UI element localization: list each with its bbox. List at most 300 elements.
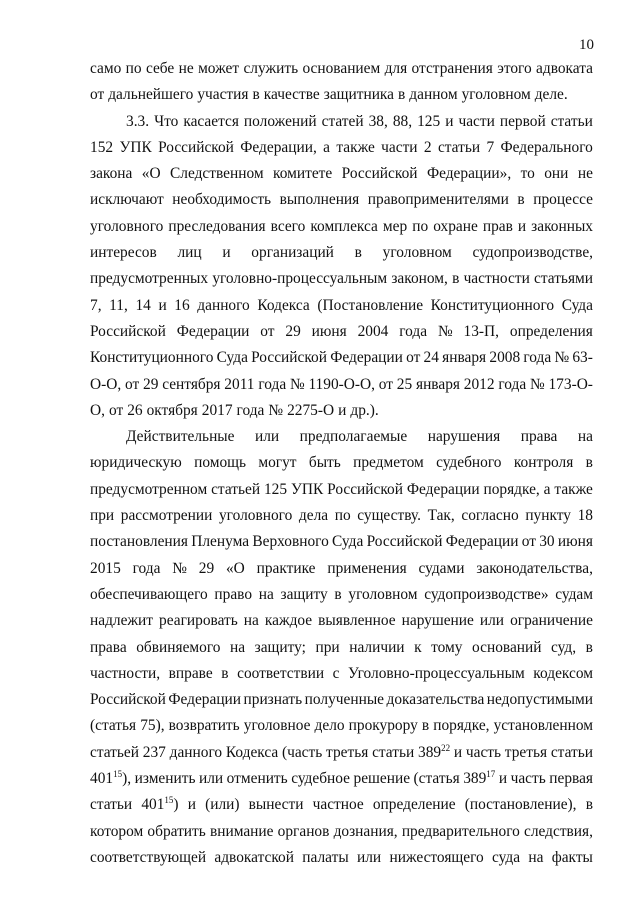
word: 2008 <box>489 349 521 367</box>
word: статьей <box>90 743 139 761</box>
word: 125 <box>417 112 441 130</box>
word: постановления <box>90 533 188 551</box>
word: защиту; <box>254 638 306 656</box>
word: установленном <box>493 717 593 735</box>
word: часть <box>510 770 546 788</box>
word: сентября <box>162 375 221 393</box>
word: 173-О- <box>548 375 593 393</box>
word: $401^{15}$), <box>90 769 132 788</box>
word: в <box>517 191 525 209</box>
word: уголовного <box>218 507 293 525</box>
word: признать <box>243 691 303 709</box>
word: 7, <box>90 296 102 314</box>
word: в <box>585 454 593 472</box>
text-line <box>90 214 593 240</box>
word: в <box>398 86 406 104</box>
word: суд, <box>551 638 577 656</box>
word: защитника <box>323 86 395 104</box>
text-line <box>90 372 593 398</box>
word: по <box>125 60 142 77</box>
word: комплекса <box>310 217 378 235</box>
word: Так, <box>427 507 455 525</box>
word: процессе <box>533 191 593 209</box>
word: основанием <box>302 60 381 77</box>
word: 29 <box>143 375 159 393</box>
word: части <box>381 138 418 156</box>
text-line <box>90 345 593 371</box>
word: с <box>332 664 340 682</box>
document-body <box>90 56 593 871</box>
word: в <box>334 585 342 603</box>
word: Российской <box>366 533 443 551</box>
word: не <box>178 60 194 77</box>
word: 2 <box>423 138 432 156</box>
word: часть <box>465 743 502 761</box>
word: нарушение <box>401 612 474 630</box>
word: решение <box>353 770 411 788</box>
word: дознания, <box>333 822 398 840</box>
word: могут <box>258 454 297 472</box>
word: уголовно-процессуальным <box>212 270 388 288</box>
word: не <box>577 165 593 183</box>
word: июня <box>311 322 347 340</box>
word: Федерального <box>500 138 593 156</box>
word: участия <box>197 86 249 104</box>
word: юридическую <box>90 454 182 472</box>
word: прокурору <box>348 717 418 735</box>
text-line <box>90 240 593 266</box>
word: касается <box>183 112 239 130</box>
word: Федерации <box>330 349 403 367</box>
word: каждое <box>264 612 313 630</box>
word: практике <box>256 559 316 577</box>
word: изменить <box>134 770 196 788</box>
word: полученные <box>304 691 384 709</box>
word: лиц <box>177 244 202 262</box>
word: необходимость <box>172 191 272 209</box>
word: данном <box>409 86 458 104</box>
word: внимание <box>209 822 274 840</box>
page-number: 10 <box>579 37 594 53</box>
word: служить <box>243 60 299 77</box>
word: и <box>338 401 347 419</box>
word: а <box>543 480 551 498</box>
word: 3.3. <box>126 112 150 130</box>
word: законом, <box>391 270 448 288</box>
word: при <box>315 638 340 656</box>
word: данного <box>169 743 223 761</box>
word: от <box>521 533 536 551</box>
word: 16 <box>174 296 190 314</box>
word: Федерации <box>445 533 519 551</box>
word: 237 <box>142 743 166 761</box>
word: в <box>452 270 460 288</box>
word: (часть <box>281 743 323 761</box>
word: 2011 <box>224 375 255 393</box>
word: или <box>356 848 382 866</box>
word: или <box>199 770 224 788</box>
word: частное <box>312 796 364 814</box>
word: года <box>236 401 265 419</box>
word: Российской <box>90 322 166 340</box>
word: данного <box>197 296 250 314</box>
text-line <box>90 56 593 82</box>
word: статьями <box>534 270 593 288</box>
word: кодексом <box>533 664 593 682</box>
word: Российской <box>90 691 166 709</box>
word: они <box>544 165 569 183</box>
word: судам <box>555 585 593 603</box>
word: себе <box>145 60 175 77</box>
word: или <box>255 428 280 446</box>
word: № <box>289 375 305 393</box>
word: на <box>243 612 259 630</box>
word: выполнения <box>279 191 360 209</box>
word: статьи <box>372 743 415 761</box>
word: существу. <box>357 507 421 525</box>
word: от <box>125 375 140 393</box>
word: надлежит <box>90 612 154 630</box>
word: на <box>577 428 593 446</box>
word: УПК <box>290 480 324 498</box>
word: 2275-О <box>287 401 335 419</box>
text-line <box>90 819 593 845</box>
word: 24 <box>423 349 439 367</box>
word: 2017 <box>201 401 233 419</box>
word: июня <box>557 533 593 551</box>
word: дела <box>298 507 329 525</box>
word: недопустимыми <box>486 691 593 709</box>
word: определения <box>509 322 593 340</box>
word: применения <box>327 559 407 577</box>
word: этого <box>497 60 532 77</box>
text-line <box>90 503 593 529</box>
word: $401^{15}$) <box>141 795 179 814</box>
word: УПК <box>119 138 152 156</box>
word: адвокатской <box>214 848 294 866</box>
word: и <box>453 743 463 761</box>
word: предусмотренных <box>90 270 209 288</box>
text-line <box>90 398 593 424</box>
word: $389^{22}$ <box>418 742 451 761</box>
word: Конституционного <box>90 349 214 367</box>
word: котором <box>90 822 144 840</box>
text-line <box>90 266 593 292</box>
text-line <box>90 582 593 608</box>
word: положений <box>243 112 317 130</box>
word: предметом <box>353 454 424 472</box>
word: № <box>268 401 284 419</box>
word: О, <box>90 401 105 419</box>
word: третья <box>504 743 548 761</box>
word: «О <box>141 165 161 183</box>
word: Российской <box>327 480 403 498</box>
word: года <box>498 375 527 393</box>
word: при <box>90 507 115 525</box>
text-line <box>90 687 593 713</box>
word: исключают <box>90 191 164 209</box>
text-line <box>90 529 593 555</box>
word: № <box>172 559 187 577</box>
word: само <box>90 60 122 77</box>
word: к <box>414 638 422 656</box>
word: статьи <box>90 796 133 814</box>
word: 1190-О-О, <box>308 375 375 393</box>
word: статьи <box>550 112 593 130</box>
word: статьей <box>211 480 261 498</box>
word: частности, <box>90 664 161 682</box>
word: Федерации», <box>426 165 512 183</box>
word: 14 <box>135 296 151 314</box>
word: О-О, <box>90 375 122 393</box>
word: от <box>260 322 275 340</box>
word: нижестоящего <box>389 848 484 866</box>
word: от <box>406 349 421 367</box>
word: 88, <box>392 112 413 130</box>
word: января <box>442 349 487 367</box>
word: помощь <box>194 454 247 472</box>
word: 38, <box>368 112 388 130</box>
word: Российской <box>341 165 418 183</box>
word: в <box>585 796 593 814</box>
word: 26 <box>127 401 143 419</box>
word: 29 <box>198 559 215 577</box>
text-line <box>90 713 593 739</box>
text-line <box>90 792 593 818</box>
word: прав <box>482 217 513 235</box>
word: в <box>354 244 362 262</box>
text-line <box>90 450 593 476</box>
word: пункту <box>525 507 571 525</box>
word: нарушения <box>427 428 501 446</box>
word: статьи <box>550 743 593 761</box>
word: Федерации <box>168 691 242 709</box>
word: (постановление), <box>464 796 577 814</box>
text-line <box>90 845 593 871</box>
text-line <box>90 661 593 687</box>
word: Федерации, <box>240 138 317 156</box>
word: Суда <box>216 349 248 367</box>
text-line <box>90 109 593 135</box>
word: права <box>520 428 558 446</box>
word: Российской <box>158 138 234 156</box>
word: третья <box>326 743 369 761</box>
word: 152 <box>90 138 114 156</box>
word: рассмотрении <box>120 507 213 525</box>
word: января <box>415 375 460 393</box>
word: и <box>498 770 508 788</box>
text-line <box>90 766 593 792</box>
word: (или) <box>205 796 240 814</box>
word: правоприменителями <box>367 191 509 209</box>
word: интересов <box>90 244 157 262</box>
word: право <box>214 585 253 603</box>
word: первая <box>549 770 593 788</box>
word: преследования <box>168 217 266 235</box>
word: судебное <box>291 770 350 788</box>
text-line <box>90 740 593 766</box>
word: Уголовно-процессуальным <box>348 664 525 682</box>
word: в <box>252 86 260 104</box>
word: части <box>458 112 495 130</box>
word: $389^{17}$ <box>463 769 496 788</box>
word: для <box>384 60 408 77</box>
text-line <box>90 424 593 450</box>
word: и <box>445 112 454 130</box>
word: 13-П, <box>463 322 500 340</box>
word: № <box>437 322 453 340</box>
word: доказательства <box>386 691 485 709</box>
word: уголовном <box>382 244 452 262</box>
word: Что <box>154 112 179 130</box>
word: (статья <box>413 770 460 788</box>
word: судопроизводстве, <box>472 244 593 262</box>
word: предусмотренном <box>90 480 208 498</box>
word: Пленума <box>191 533 250 551</box>
word: и <box>158 296 167 314</box>
word: судопроизводстве» <box>424 585 549 603</box>
word: 2015 <box>90 559 121 577</box>
word: мер <box>382 217 408 235</box>
word: защиту <box>280 585 328 603</box>
word: вынести <box>248 796 304 814</box>
text-line <box>90 161 593 187</box>
word: от <box>108 401 124 419</box>
word: комитете <box>273 165 333 183</box>
word: то <box>520 165 535 183</box>
word: наличии <box>349 638 405 656</box>
word: суда <box>492 848 521 866</box>
word: Кодекса <box>257 296 310 314</box>
word: года <box>258 375 287 393</box>
word: обратить <box>147 822 206 840</box>
word: Суда <box>332 533 364 551</box>
word: законодательства, <box>476 559 593 577</box>
word: выявленное <box>318 612 396 630</box>
word: № <box>530 375 545 393</box>
word: адвоката <box>536 60 593 77</box>
text-line <box>90 187 593 213</box>
word: обвиняемого <box>136 638 221 656</box>
word: (статья <box>90 717 137 735</box>
word: законных <box>531 217 593 235</box>
word: 30 <box>539 533 555 551</box>
word: вправе <box>168 664 213 682</box>
word: № <box>554 349 570 367</box>
word: согласно <box>461 507 519 525</box>
word: контроля <box>513 454 574 472</box>
word: следствия, <box>524 822 593 840</box>
word: уголовном <box>461 86 531 104</box>
word: организаций <box>251 244 334 262</box>
word: отменить <box>226 770 288 788</box>
word: Российской <box>251 349 327 367</box>
text-line <box>90 635 593 661</box>
word: предполагаемые <box>299 428 408 446</box>
word: соответствии <box>237 664 325 682</box>
word: Кодекса <box>225 743 279 761</box>
word: ограничение <box>510 612 593 630</box>
word: в <box>421 717 430 735</box>
word: 2012 <box>463 375 495 393</box>
word: 25 <box>396 375 413 393</box>
word: быть <box>308 454 341 472</box>
word: 125 <box>263 480 288 498</box>
word: 7 <box>486 138 495 156</box>
word: 11, <box>109 296 128 314</box>
word: на <box>230 638 246 656</box>
word: определение <box>372 796 456 814</box>
word: а <box>323 138 330 156</box>
text-line <box>90 608 593 634</box>
word: деле. <box>534 86 568 104</box>
word: дело <box>314 717 345 735</box>
word: от <box>378 375 393 393</box>
word: 29 <box>285 322 301 340</box>
word: палаты <box>302 848 349 866</box>
word: уголовное <box>243 717 311 735</box>
text-line <box>90 319 593 345</box>
word: уголовном <box>348 585 418 603</box>
word: охране <box>433 217 478 235</box>
word: порядке, <box>483 480 540 498</box>
word: 18 <box>577 507 593 525</box>
word: и <box>517 217 527 235</box>
word: первой <box>499 112 546 130</box>
word: по <box>334 507 351 525</box>
word: Федерации <box>406 480 480 498</box>
word: качестве <box>263 86 320 104</box>
word: тому <box>431 638 463 656</box>
word: «О <box>225 559 245 577</box>
word: на <box>258 585 274 603</box>
word: на <box>528 848 544 866</box>
word: Верховного <box>252 533 329 551</box>
word: или <box>479 612 505 630</box>
word: может <box>198 60 240 77</box>
word: также <box>336 138 375 156</box>
word: обеспечивающего <box>90 585 208 603</box>
word: года <box>523 349 552 367</box>
word: судами <box>418 559 465 577</box>
word: от <box>90 86 105 104</box>
word: закона <box>90 165 133 183</box>
word: октября <box>146 401 198 419</box>
word: года <box>399 322 428 340</box>
word: статьи <box>437 138 481 156</box>
word: также <box>554 480 593 498</box>
text-line <box>90 293 593 319</box>
word: Конституционного <box>430 296 555 314</box>
word: 2004 <box>357 322 389 340</box>
word: (Постановление <box>317 296 424 314</box>
word: в <box>585 638 593 656</box>
word: соответствующей <box>90 848 207 866</box>
text-line <box>90 82 593 108</box>
word: Действительные <box>126 428 235 446</box>
word: статей <box>321 112 364 130</box>
word: Федерации <box>176 322 250 340</box>
word: возвратить <box>168 717 240 735</box>
word: отстранения <box>411 60 493 77</box>
text-line <box>90 135 593 161</box>
word: и <box>222 244 231 262</box>
word: факты <box>551 848 593 866</box>
word: порядке, <box>433 717 490 735</box>
word: года <box>132 559 161 577</box>
word: Суда <box>561 296 593 314</box>
word: органов <box>277 822 330 840</box>
